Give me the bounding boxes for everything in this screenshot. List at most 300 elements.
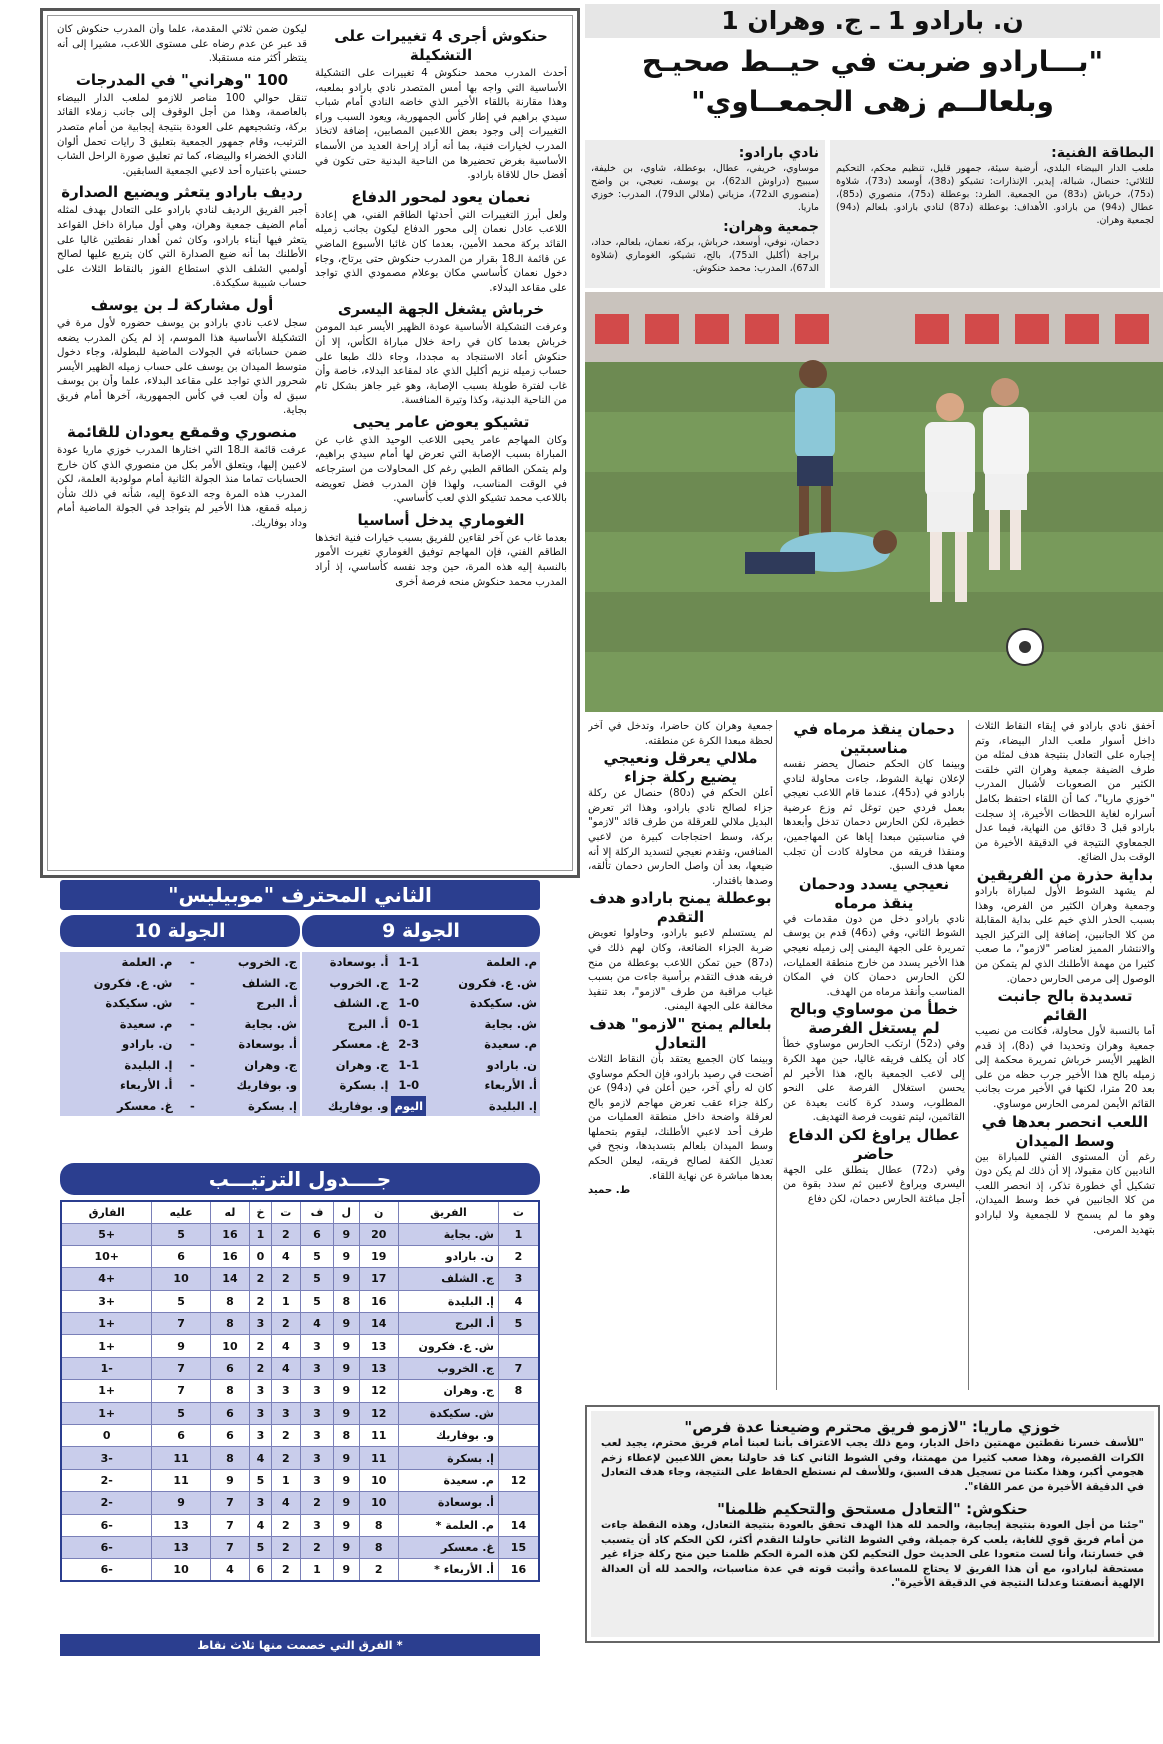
standings-column-header: خ [250,1201,272,1223]
side-heading: تشيكو يعوض عامر يحيى [352,412,530,431]
standings-cell: 5 [300,1245,333,1267]
standings-row [61,1290,539,1312]
standings-cell: 3 [300,1380,333,1402]
standings-cell: 16 [210,1245,249,1267]
home-team: ش. بجاية [484,1016,537,1031]
standings-cell: 9 [210,1469,249,1491]
standings-cell: 3 [300,1447,333,1469]
standings-cell: 9 [334,1268,359,1290]
side-column-right [315,23,567,871]
standings-cell: +1 [61,1402,152,1424]
standings-cell [498,1402,539,1424]
home-team: أ. الأربعاء [484,1078,537,1093]
standings-cell: 16 [498,1559,539,1581]
home-team: م. العلمة [486,955,537,970]
team-name: و. بوفاريك [398,1425,498,1447]
away-team: م. العلمة [121,955,173,970]
technical-card-text: ملعب الدار البيضاء البلدي، أرضية سيئة، جمهور قليل، تنظيم محكم، التحكيم للثلاثي: حنصال، شبالة، إيدير. الإنذارات: تشيكو (د38)، أوسعد (د73)، شلاوة (د75)، خرباش (د83) من الجمعية. الطرد: بوعطلة (د75)، منصوري (د85)، عطال (د94) من بارادو. الأهداف: بوعطلة (د87) لنادي بارادو. بلعالم (د94) لجمعية وهران. [836,163,1155,226]
standings-cell: 9 [334,1313,359,1335]
standings-row [61,1223,539,1245]
standings-cell: 9 [334,1514,359,1536]
article-subheading: خطأ من موساوي وبالح لم يستغل الفرصة [789,1000,959,1038]
standings-cell: 9 [334,1492,359,1514]
standings-row [61,1357,539,1379]
standings-cell: 2 [271,1559,300,1581]
side-heading: منصوري وقمقع يعودان للقائمة [66,423,297,442]
fixture-row [302,1055,540,1076]
standings-row [61,1469,539,1491]
standings-cell: 5 [300,1290,333,1312]
standings-cell: 3 [300,1357,333,1379]
standings-cell: 13 [359,1357,398,1379]
round-9-results-table [302,952,540,1116]
standings-cell: 12 [498,1469,539,1491]
standings-footnote: * الفرق التي خصمت منها ثلاث نقاط [60,1634,540,1656]
standings-cell [498,1425,539,1447]
home-team: ن. بارادو [486,1057,537,1072]
article-column-3 [588,720,773,1400]
away-team: غ. معسكر [333,1037,389,1052]
fixture-row [60,1055,300,1076]
standings-cell: -6 [61,1536,152,1558]
fixture-score: 2-3 [398,1037,420,1052]
team-name: ش. سكيكدة [398,1402,498,1424]
fixture-row [60,1075,300,1096]
standings-cell: 5 [498,1313,539,1335]
standings-cell: 13 [359,1335,398,1357]
standings-cell: 16 [359,1290,398,1312]
standings-row [61,1536,539,1558]
fixture-score: - [190,1016,195,1031]
home-team: ج. وهران [244,1057,297,1072]
article-paragraph: جمعية وهران كان حاضرا، وتدخل في آخر لحظة مبعدا الكرة عن منطقته. [588,721,773,747]
fixture-row [302,1096,540,1117]
standings-cell: 14 [210,1268,249,1290]
standings-cell [498,1447,539,1469]
standings-cell: +1 [61,1380,152,1402]
standings-cell: 4 [498,1290,539,1312]
standings-cell: 17 [359,1268,398,1290]
standings-cell: 3 [250,1402,272,1424]
side-paragraph: تنقل حوالي 100 مناصر للازمو لملعب الدار البيضاء بالعاصمة، وهذا من أجل الوقوف إلى جانب زملاء القائد بركة، وتشجيعهم على العودة بنتيجة إيجابية من أمام متصدر الترتيب، وقام جمهور الجمعية بتعليق 3 رايات تحمل ألوان النادي الخضراء والبيضاء، كما تم تعليق صورة الراحل الشاب حسني باعتباره أحد لاعبي الجمعية السابقين. [57,92,307,177]
home-team: ش. سكيكدة [469,996,537,1011]
side-paragraph: بعدما غاب عن آخر لقاءين للفريق بسبب خيارات فنية اتخذها الطاقم الفني، فإن المهاجم توفيق الغوماري تغيرت الأمور بالنسبة إليه هذه المرة، حين وجد نفسه كأساسي، إذ أراد المدرب محمد حنكوش منحه فرصة أخرى [315,532,567,588]
standings-cell: 5 [152,1402,210,1424]
side-paragraph: عرفت قائمة الـ18 التي اختارها المدرب خوزي ماريا عودة لاعبين إليها، ويتعلق الأمر بكل من منصوري الذي كان خارج الحسابات تماما منذ الجولة الثانية أمام مولودية العلمة، لكن المدرب هذه المرة وجه الدعوة إليه، شأنه في ذلك شأن زميله قمقع، هذا الأخير لم يتواجد في الجولة الماضية أمام وداد بوفاريك. [57,445,307,530]
standings-cell: 2 [271,1514,300,1536]
article-subheading: عطال يراوغ لكن الدفاع حاضر [788,1125,960,1163]
standings-cell: 9 [334,1245,359,1267]
standings-cell: 3 [300,1402,333,1424]
standings-cell: 8 [359,1536,398,1558]
standings-cell: 7 [152,1313,210,1335]
home-team: ش. بجاية [244,1016,297,1031]
standings-row [61,1402,539,1424]
standings-cell: 5 [152,1223,210,1245]
standings-row [61,1447,539,1469]
standings-column-header: عليه [152,1201,210,1223]
standings-cell: 3 [250,1380,272,1402]
fixture-score: اليوم [391,1096,426,1117]
away-team: ش. سكيكدة [105,996,173,1011]
standings-cell: 14 [498,1514,539,1536]
standings-cell: 8 [210,1290,249,1312]
team-name: ن. بارادو [398,1245,498,1267]
team-name: أ. البرج [398,1313,498,1335]
standings-cell: -2 [61,1469,152,1491]
away-team: ج. الشلف [333,996,389,1011]
standings-cell: 0 [61,1425,152,1447]
standings-cell: 1 [271,1290,300,1312]
away-team: إ. البليدة [124,1057,173,1072]
standings-cell: 12 [359,1380,398,1402]
fixture-row [60,952,300,973]
standings-cell: 4 [271,1245,300,1267]
away-team: أ. البرج [347,1016,389,1031]
home-team: إ. البليدة [488,1098,537,1113]
standings-cell: +4 [61,1268,152,1290]
quote-heading-hankouch: حنكوش: "التعادل مستحق والتحكيم ظلمنا" [717,1500,1028,1518]
away-team: أ. بوسعادة [329,955,389,970]
standings-cell: 9 [334,1335,359,1357]
away-team: ش. ع. فكرون [93,975,173,990]
column-divider [776,720,777,1390]
standings-cell: 4 [271,1357,300,1379]
standings-cell: 4 [250,1514,272,1536]
standings-cell: 3 [300,1335,333,1357]
headline-line-2: وبلعالــم زهى الجمعــاوي" [691,85,1054,118]
standings-column-header: الفارق [61,1201,152,1223]
standings-cell: 11 [152,1469,210,1491]
standings-cell: 6 [152,1245,210,1267]
standings-cell: 16 [210,1223,249,1245]
standings-cell: 15 [498,1536,539,1558]
match-photo [585,292,1163,712]
standings-cell: 2 [250,1268,272,1290]
fixture-row [60,973,300,994]
standings-cell: 8 [359,1514,398,1536]
main-headline [585,42,1160,122]
article-subheading: بلعالم يمنح "لازمو" هدف التعادل [589,1014,772,1052]
standings-cell: +3 [61,1290,152,1312]
standings-cell: 2 [300,1492,333,1514]
team-name: ج. الخروب [398,1357,498,1379]
side-heading: الغوماري يدخل أساسيا [357,510,525,529]
fixture-score: - [190,1098,195,1113]
standings-row [61,1313,539,1335]
fixture-score: - [190,1057,195,1072]
fixture-row [302,1014,540,1035]
article-subheading: بوعطلة يمنح بارادو هدف التقدم [589,889,772,927]
standings-cell: 3 [250,1492,272,1514]
article-paragraph: وفي (د52) ارتكب الحارس موساوي خطأ كاد أن يكلف فريقه غاليا، حين مهد الكرة إلى لاعب الجمعية بالح، هذا الأخير لم يحسن استغلال الفرصة على النحو المطلوب، وسدد كرة كانت بعيدة عن القائمين، ليتم تفويت فرصة التهديف. [783,1039,965,1124]
standings-cell: +5 [61,1223,152,1245]
standings-cell: 10 [359,1469,398,1491]
standings-row [61,1380,539,1402]
standings-cell: 9 [334,1536,359,1558]
standings-cell: 2 [271,1223,300,1245]
standings-cell: 1 [300,1559,333,1581]
standings-column-header: ل [334,1201,359,1223]
home-team: إ. بسكرة [248,1098,297,1113]
column-divider [968,720,969,1390]
standings-cell: 3 [300,1469,333,1491]
quote-text-jose-maria: "للأسف خسرنا نقطتين مهمتين داخل الديار، ومع ذلك يجب الاعتراف بأننا لعبنا أمام فريق محترم، يجيد لعب الكرات القصيرة، وهذا صعب كثيرا من مهمتنا، وفي الشوط الثاني كنا قد حاولنا بعض اللاعبين لإعطاء زخم هجومي أكبر، وهذا مكننا من تسجيل هدف السبق، وللأسف لم نستطع الحفاظ على النتيجة، وجاء هدف التعادل في الدقيقة الأخيرة من عمر اللقاء". [601,1438,1144,1493]
standings-cell: 4 [271,1492,300,1514]
standings-row [61,1268,539,1290]
standings-cell: 11 [359,1425,398,1447]
fixture-row [60,1034,300,1055]
standings-cell: 8 [210,1313,249,1335]
away-team: و. بوفاريك [327,1098,389,1113]
standings-cell: 3 [271,1380,300,1402]
standings-cell: 4 [300,1313,333,1335]
fixture-row [60,1096,300,1117]
standings-cell: 3 [250,1313,272,1335]
standings-cell: 1 [250,1223,272,1245]
fixture-score: - [190,1037,195,1052]
article-paragraph: وفي (د72) عطال ينطلق على الجهة اليسرى ويراوغ لاعبين ثم سدد بقوة من أجل مباغتة الحارس دحمان، لكن دفاع [783,1164,965,1206]
fixture-row [60,1014,300,1035]
standings-row [61,1335,539,1357]
standings-cell: 6 [210,1357,249,1379]
fixture-row [302,1034,540,1055]
team-name: أ. الأربعاء * [398,1559,498,1581]
standings-row [61,1559,539,1581]
quote-heading-jose-maria: خوزي ماريا: "لازمو فريق محترم وضيعنا عدة فرص" [684,1418,1061,1436]
side-paragraph: ليكون ضمن ثلاثي المقدمة، علما وأن المدرب حنكوش كان قد عبر عن عدم رضاه على مستوى اللاعب، مشيرا إلى أنه ينتظر أكثر منه مستقبلا. [57,24,307,65]
standings-row [61,1492,539,1514]
home-team: و. بوفاريك [236,1078,297,1093]
standings-cell: 2 [250,1335,272,1357]
standings-cell: 9 [334,1559,359,1581]
standings-cell: 3 [250,1425,272,1447]
standings-cell: -6 [61,1514,152,1536]
team-name: م. سعيدة [398,1469,498,1491]
standings-cell: 6 [210,1402,249,1424]
standings-cell: 8 [210,1447,249,1469]
standings-cell: 11 [152,1447,210,1469]
standings-column-header: ف [300,1201,333,1223]
side-heading: خرباش يشغل الجهة اليسرى [337,300,545,319]
standings-cell: 2 [271,1447,300,1469]
side-paragraph: وعرفت التشكيلة الأساسية عودة الظهير الأيسر عبد المومن خرباش بعدما كان في راحة خلال مباراة الكأس، إلا أن حنكوش أعاد الاستنجاد به مجددا، وجاء ذلك طبعا على حساب زميله نزيم أكليل الذي عاد لمقاعد البدلاء، خاصة وأن غاب لفترة طويلة بسبب الإصابة، وهو غير جاهز بشكل تام من الناحية البدنية، وكذا وتيرة المنافسة. [315,322,567,407]
standings-cell: 20 [359,1223,398,1245]
standings-cell: 5 [250,1469,272,1491]
standings-cell: +1 [61,1335,152,1357]
article-subheading: ملالي يعرقل ونعيجي يضيع ركلة جزاء [603,749,758,787]
standings-cell: 7 [498,1357,539,1379]
standings-cell: 9 [152,1335,210,1357]
headline-line-1: "بـــارادو ضربت في حيــط صحيـح [641,45,1104,78]
side-heading: نعمان يعود لمحور الدفاع [351,187,531,206]
standings-cell: 12 [359,1402,398,1424]
standings-cell: 19 [359,1245,398,1267]
standings-cell: -3 [61,1447,152,1469]
standings-cell: -2 [61,1492,152,1514]
standings-cell: 6 [152,1425,210,1447]
standings-cell: 4 [250,1447,272,1469]
article-column-2 [783,720,965,1400]
standings-column-header: له [210,1201,249,1223]
standings-cell [498,1492,539,1514]
standings-cell: 8 [334,1290,359,1312]
article-byline: ط. حميد [588,1185,631,1197]
standings-cell: 8 [498,1380,539,1402]
standings-row [61,1425,539,1447]
standings-row [61,1514,539,1536]
standings-cell: 6 [210,1425,249,1447]
away-team: ن. بارادو [122,1037,173,1052]
standings-cell: 4 [210,1559,249,1581]
standings-cell: 0 [250,1245,272,1267]
fixture-row [302,973,540,994]
standings-cell: 9 [334,1223,359,1245]
standings-cell: 13 [152,1536,210,1558]
standings-cell: 10 [210,1335,249,1357]
standings-column-header: الفريق [398,1201,498,1223]
standings-cell: 2 [271,1536,300,1558]
fixture-score: 1-1 [398,955,420,970]
standings-cell: 2 [271,1268,300,1290]
standings-column-header: ت [271,1201,300,1223]
home-team: ج. الخروب [237,955,297,970]
round-10-header: الجولة 10 [60,915,300,947]
fixture-score: 1-2 [398,975,420,990]
standings-cell: 9 [152,1492,210,1514]
fixture-score: - [190,975,195,990]
round-9-header: الجولة 9 [302,915,540,947]
fixture-score: - [190,955,195,970]
standings-cell: 9 [334,1380,359,1402]
standings-cell: 6 [250,1559,272,1581]
standings-cell: +1 [61,1313,152,1335]
article-paragraph: لم يستسلم لاعبو بارادو، وحاولوا تعويض ضربة الجزاء الضائعة، وكان لهم ذلك في (د87) حين تمكن اللاعب بوعطلة من منح فريقه هدف التقدم برأسية جاءت من بسبب غياب مراقبة من طرف "لازمو"، بعد تنفيذ مخالفة على الجهة اليمنى. [588,928,773,1013]
team-name: ش. ع. فكرون [398,1335,498,1357]
side-heading: أول مشاركة لـ بن يوسف [90,295,274,314]
article-subheading: اللعب انحصر بعدها في وسط الميدان [981,1112,1149,1150]
standings-cell: 5 [300,1268,333,1290]
standings-cell: 2 [271,1313,300,1335]
round-10-fixtures-table [60,952,300,1116]
standings-cell: 14 [359,1313,398,1335]
home-team: ش. ع. فكرون [458,975,537,990]
team-name: ج. الشلف [398,1268,498,1290]
standings-banner: جــــدول الترتيـــب [60,1163,540,1195]
standings-table [60,1200,540,1582]
technical-card-title: البطاقة الفنية: [1051,145,1154,161]
standings-column-header: ت [498,1201,539,1223]
standings-cell [498,1335,539,1357]
paradou-lineup-text: موساوي، خريفي، عطال، بوعطلة، شاوي، بن خليفة، سيبيح (دراوش الد62)، بن يوسف، نعيجي، بن واضح (منصوري الد72)، مزياني (ملالي الد79)، المدرب: خوزي ماريا. [591,163,820,213]
standings-cell: 10 [152,1559,210,1581]
side-paragraph: أحدث المدرب محمد حنكوش 4 تغييرات على التشكيلة الأساسية التي واجه بها أمس المتصدر نادي بارادو بملعبه، وهذا مقارنة باللقاء الأخير الذي خاضه النادي أمام شباب سيدي براهيم في إطار كأس الجمهورية، ويعود السبب وراء التغييرات إلى وجود بعض اللاعبين المصابين، إضافة لاتخاذ المدرب لخيارات فنية، بما أنه أراد إراحة العديد من الأسماء الأساسية بغرض تحضيرها من الناحية البدنية حتى تكون في أفضل حال للاقاة بارادو. [315,68,567,182]
article-paragraph: لم يشهد الشوط الأول لمباراة بارادو وجمعية وهران الكثير من الفرص، وهذا بسبب الحذر الذي خيم على بداية المقابلة من كلا الجانبين، إضافة إلى التركيز الجيد والانتشار المميز لعناصر "لازمو"، ما صعب كثيرا من مهمة الأطلنك الذي لم يتمكن من الوصول إلى مرمى الحارس دحمان. [975,885,1155,985]
away-team: أ. الأربعاء [119,1078,173,1093]
standings-cell: 3 [498,1268,539,1290]
team-name: إ. بسكرة [398,1447,498,1469]
standings-cell: 3 [271,1402,300,1424]
standings-cell: 6 [300,1223,333,1245]
coach-quotes-box [585,1405,1160,1643]
fixture-score: - [190,1078,195,1093]
team-name: م. العلمة * [398,1514,498,1536]
standings-cell: 2 [498,1245,539,1267]
fixture-score: 0-1 [398,1016,420,1031]
article-subheading: دحمان ينقذ مرماه في مناسبتين [793,720,955,757]
standings-cell: 4 [271,1335,300,1357]
standings-cell: 7 [210,1492,249,1514]
away-team: م. سعيدة [119,1016,173,1031]
article-paragraph: نادي بارادو دخل من دون مقدمات في الشوط الثاني، وفي (د46) قدم بن يوسف تمريرة على الجهة اليمنى إلى زميله نعيجي هذا الأخير يسدد من خارج منطقة العمليات، لكن الحارس دحمان كان في المكان المناسب وأنقذ مرماه من الهدف. [783,913,965,998]
standings-cell: 13 [152,1514,210,1536]
team-name: أ. بوسعادة [398,1492,498,1514]
article-paragraph: رغم أن المستوى الفني للمباراة بين الناديين كان مقبولا، إلا أن ذلك لم يكن دون تشكيل أي خطورة تذكر، إذ انحصر اللعب من كلا الجانبين في خط وسط الميدان، وهو ما لم يسمح لا للجمعية ولا لبارادو بتهديد المرمى. [975,1151,1155,1236]
standings-cell: 9 [334,1402,359,1424]
away-team: ج. الخروب [329,975,389,990]
side-stories-box [40,8,580,878]
side-paragraph: أجبر الفريق الرديف لنادي بارادو على التعادل بهدف لمثله أمام الضيف جمعية وهران، وهي أول مباراة داخل القواعد يتعثر فيها أبناء بارادو، وكان ثمن أهدار نقطتين غاليا على الأطلنك بما أنه ضيع الصدارة التي كان يتربع عليها لصالح أولمبي الشلف الذي استطاع الفوز بالنقاط الثلاث على حساب شبيبة سكيكدة. [57,205,307,290]
standings-cell: 8 [210,1380,249,1402]
home-team: أ. البرج [256,996,297,1011]
standings-cell: 3 [300,1514,333,1536]
side-paragraph: وكان المهاجم عامر يحيى اللاعب الوحيد الذي غاب عن المباراة بسبب الإصابة التي تعرض لها أمام سيدي براهيم، ولم يتمكن الطاقم الطبي رغم كل المحاولات من استرجاعه في الوقت المناسب، ولهذا فإن المدرب فضل تعويضه باللاعب محمد تشيكو الذي لعب كأساسي. [315,434,567,505]
standings-cell: 9 [334,1357,359,1379]
match-score-title: ن. بارادو 1 ـ ج. وهران 1 [721,6,1024,35]
lineups-box [585,140,825,288]
article-subheading: تسديدة بالح جانبت القائم [997,987,1133,1025]
standings-cell: 2 [271,1425,300,1447]
standings-cell: +10 [61,1245,152,1267]
standings-cell: 2 [250,1290,272,1312]
home-team: م. سعيدة [484,1037,537,1052]
side-paragraph: سجل لاعب نادي بارادو بن يوسف حضوره لأول مرة في التشكيلة الأساسية هذا الموسم، إذ لم يكن المدرب يضعه ضمن حساباته في الجولات الماضية للبطولة، وجاء دخول متوسط الميدان بن يوسف على حساب زميله الظهير الأيسر شحرور الذي تواجد على مقاعد البدلاء، علما وأن بن يوسف سبق له وأن لعب في كأس الجمهورية، آخرها أمام فريق بجاية. [57,317,307,417]
standings-column-header: ن [359,1201,398,1223]
article-paragraph: وبينما كان الحكم حنصال يحضر نفسه لإعلان نهاية الشوط، جاءت محاولة لنادي بارادو في (د45)، عندما قام اللاعب نعيجي بعمل فردي حين توغل ثم وزع عرضية خطيرة، لكن الحارس دحمان تدخل وأبعدها في مناسبتين مبعدا إياها عن المهاجمين، ومنقذا فريقه من محاولة كادت أن تجلب معها هدف السبق. [783,759,965,873]
standings-cell: 10 [152,1268,210,1290]
home-team: ج. الشلف [241,975,297,990]
standings-cell: 10 [359,1492,398,1514]
team-name: ج. وهران [398,1380,498,1402]
standings-cell: 2 [250,1357,272,1379]
side-paragraph: ولعل أبرز التغييرات التي أحدثها الطاقم الفني، هي إعادة اللاعب عادل نعمان إلى محور الدفاع ليكون بجانب زميله القائد بركة محمد الأمين، بعدما كان غائبا الأسبوع الماضي عن قائمة الـ18 بقرار من المدرب حنكوش حتى يرتاح، وجاء دخول نعمان كأساسي مكان بوعلام مصمودي الذي تواجد على مقاعد البدلاء. [315,209,567,294]
standings-cell: 5 [152,1290,210,1312]
fixture-row [302,1075,540,1096]
fixture-row [302,993,540,1014]
league-banner: الثاني المحترف "موبيليس" [60,880,540,910]
article-subheading: بداية حذرة من الفريقين [976,865,1154,884]
match-photo-illustration [585,292,1163,712]
standings-cell: 7 [152,1380,210,1402]
coach-quotes-inner [591,1411,1154,1637]
home-team: أ. بوسعادة [238,1037,297,1052]
away-team: غ. معسكر [117,1098,173,1113]
article-paragraph: أخفق نادي بارادو في إبقاء النقاط الثلاث داخل أسوار ملعب الدار البيضاء، وتم إجباره على التعادل بنتيجة هدف لمثله من طرف الضيفة جمعية وهران التي خلقت الكثير من الصعوبات لأشبال المدرب "خوزي ماريا"، كما أن اللقاء احتفظ بكامل أسراره لغاية اللحظات الأخيرة، إذ سجلت بارادو قبل 3 دقائق من النهاية، فيما عدل الجمعاوي النتيجة في الدقيقة الأخيرة من الوقت بدل الضائع. [975,721,1155,864]
away-team: إ. بسكرة [339,1078,389,1093]
article-subheading: نعيجي يسدد ودحمان ينقذ مرماه [798,874,950,912]
article-column-1 [975,720,1155,1400]
standings-cell: 7 [210,1536,249,1558]
article-paragraph: أما بالنسبة لأول محاولة، فكانت من نصيب جمعية وهران وتحديدا في (د8)، إذ قدم الظهير الأيسر خرباش تمريرة محكمة إلى زميله بالح هذا الأخير جرب حظه من على بعد 20 مترا، لكنها في الأخير مرت بجانب القائم الأيمن لمرمى الحارس موساوي. [975,1026,1155,1111]
standings-cell: 2 [359,1559,398,1581]
article-paragraph: وبينما كان الجميع يعتقد بأن النقاط الثلاث أضحت في رصيد بارادو، فإن الحكم موساوي كان له رأي آخر، حين أعلن في (د94) عن ركلة جزاء عقب تعرض مهاجم لازمو بالح لعرقلة واضحة داخل منطقة العمليات من طرف أحد لاعبي الأطلنك، ليقوم بتحملها وسط الميدان بلعالم بتسديدها، ونجح في تعديل الكفة لصالح فريقه، ليعلن الحكم بعدها مباشرة عن نهاية اللقاء. [588,1053,773,1182]
standings-cell: 1 [498,1223,539,1245]
quote-text-hankouch: "جئنا من أجل العودة بنتيجة إيجابية، والحمد لله هذا الهدف تحقق بالعودة بنتيجة التعادل، وهذه النقطة جاءت من أمام فريق قوي للغاية، يلعب كرة جميلة، وفي الشوط الثاني حاولنا التقدم أكثر، لكن الحكم كاد أن يتسبب في خسارتنا، وأنا لست متعودا على الحديث حول التحكيم لكن هذه المرة الحكم ظلمنا حين منح ركلة جزاء غير مستحقة لبارادو، مع أن هذا الفريق لا يحتاج للمساعدة وأثبت قوته في عدة مناسبات، والحمد لله أن العدالة الإلهية أنصفتنا وعدلنا النتيجة في الدقيقة الأخيرة". [601,1520,1144,1589]
side-column-left [57,23,307,871]
fixture-score: 1-0 [398,1078,420,1093]
team-name: إ. البليدة [398,1290,498,1312]
standings-cell: 3 [300,1425,333,1447]
